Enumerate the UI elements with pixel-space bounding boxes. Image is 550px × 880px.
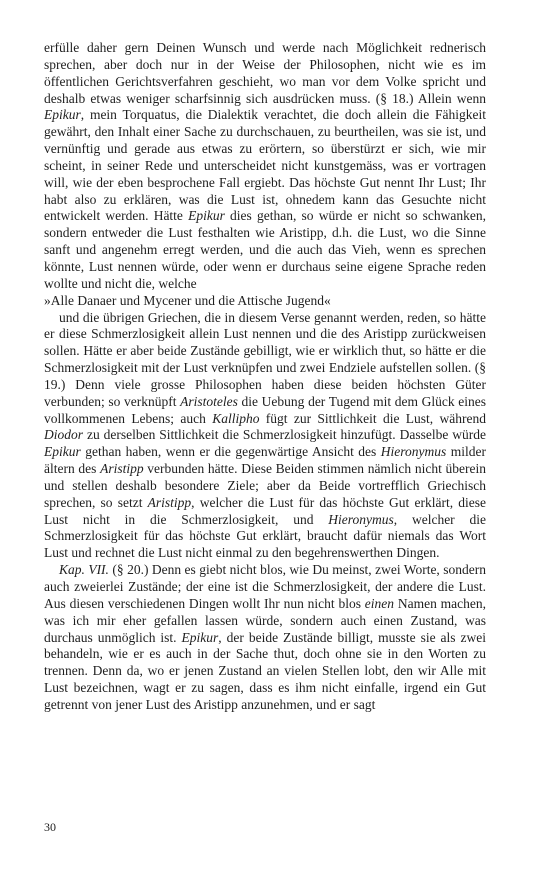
italic-name: einen [364,595,395,611]
italic-name: Hieronymus [380,444,447,460]
text-run: dies gethan, so würde er nicht so schwanken, sondern entweder die Lust festhalten wie Aristipp, d.h. die Lust, wo die Sinne sanft und angenehm erregt werden, und die auch das Vieh, wenn es sprechen könnte, Lust nennen würde, oder wenn er durchaus seine eigene Sprache reden wollte und nicht die, welche [44,208,486,291]
italic-name: Diodor [44,427,84,443]
paragraph-1 [44,40,486,293]
text-run: , mein Torquatus, die Dialektik verachtet, die doch allein die Fähigkeit gewährt, den Inhalt einer Sache zu durchschauen, zu beurtheilen, was sie ist, und vernünftig und gerade aus etwas zu erörtern, so überstürzt er sich, wie mir scheint, in seiner Rede und unterscheidet nicht kunstgemäss, was er vortragen will, wie der eben besprochene Fall ergiebt. Das höchste Gut nennt Ihr Lust; Ihr habt also zu erklären, was die Lust ist, ohnedem kann das Gesuchte nicht entwickelt werden. Hätte [44,107,486,224]
verse-quote [44,293,486,310]
italic-name: Epikur [188,208,225,224]
text-run: zu derselben Sittlichkeit die Schmerzlosigkeit hinzufügt. Dasselbe würde [83,427,486,443]
italic-name: Epikur [181,629,219,645]
body-text [44,40,486,714]
text-run: , welcher die Lust für das höchste Gut erklärt, diese Lust nicht in die Schmerzlosigkeit, und [44,494,487,527]
text-run: die Uebung der Tugend mit dem Glück eines vollkommenen Lebens; auch [44,393,487,426]
text-run: verbunden hätte. Diese Beiden stimmen nämlich nicht überein und stellen deshalb besondere Ziele; aber da Beide vortrefflich Griechisch sprechen, so setzt [44,461,486,510]
text-run: und die übrigen Griechen, die in diesem Verse genannt werden, reden, so hätte er diese Schmerzlosigkeit allein Lust nennen und die des Aristipp zurückweisen sollen. Hätte er aber beide Zustände gebilligt, wie er wirklich thut, so hätte er die Schmerzlosigkeit mit der Lust verknüpfen und zwei Endziele aufstellen sollen. (§ 19.) Denn viele grosse Philosophen haben diese beiden höchsten Güter verbunden; so verknüpft [44,309,486,409]
text-run: , der beide Zustände billigt, musste sie als zwei behandeln, wie er es auch in der Sache thut, doch ohne sie in den Worten zu trennen. Denn da, wo er jenen Zustand an vielen Stellen lobt, den wir Alle mit Lust bezeichnen, wagt er zu sagen, dass es ihm nicht einfalle, irgend ein Gut getrennt von jener Lust des Aristipp anzunehmen, und er sagt [44,629,486,712]
text-run: Namen machen, was ich mir eher gefallen lassen würde, sondern auch einen Zustand, was durchaus unmöglich ist. [44,595,486,645]
italic-name: Aristipp [100,461,144,477]
text-run: gethan haben, wenn er die gegenwärtige Ansicht des [80,444,381,460]
page-number: 30 [44,820,56,834]
italic-name: Hieronymus [328,511,394,527]
italic-name: Kap. VII. [59,562,109,578]
text-run: erfülle daher gern Deinen Wunsch und werde nach Möglichkeit rednerisch sprechen, aber doch nur in der Weise der Philosophen, nicht wie es im öffentlichen Gerichtsverfahren geschieht, wo man vor dem Volke spricht und deshalb etwas weniger scharfsinnig sich ausdrücken muss. (§ 18.) Allein wenn [44,40,486,106]
text-run: fügt zur Sittlichkeit die Lust, während [259,410,486,426]
text-run: (§ 20.) Denn es giebt nicht blos, wie Du meinst, zwei Worte, sondern auch zweierlei Zustände; der eine ist die Schmerzlosigkeit, der andere die Lust. Aus diesen verschiedenen Dingen wollt Ihr nun nicht blos [44,562,486,611]
italic-name: Aristoteles [180,393,238,409]
text-run: »Alle Danaer und Mycener und die Attische Jugend« [44,292,331,308]
paragraph-3 [44,562,486,714]
text-run: milder ältern des [44,444,486,477]
italic-name: Epikur [44,107,81,123]
italic-name: Epikur [44,444,81,460]
text-run: , welcher die Schmerzlosigkeit für das höchste Gut erklärt, braucht dafür niemals das Wort Lust und rechnet die Lust nicht einmal zu den begehrenswerthen Dingen. [44,511,486,561]
paragraph-2 [44,310,486,563]
italic-name: Kallipho [212,410,260,426]
italic-name: Aristipp [147,494,192,510]
